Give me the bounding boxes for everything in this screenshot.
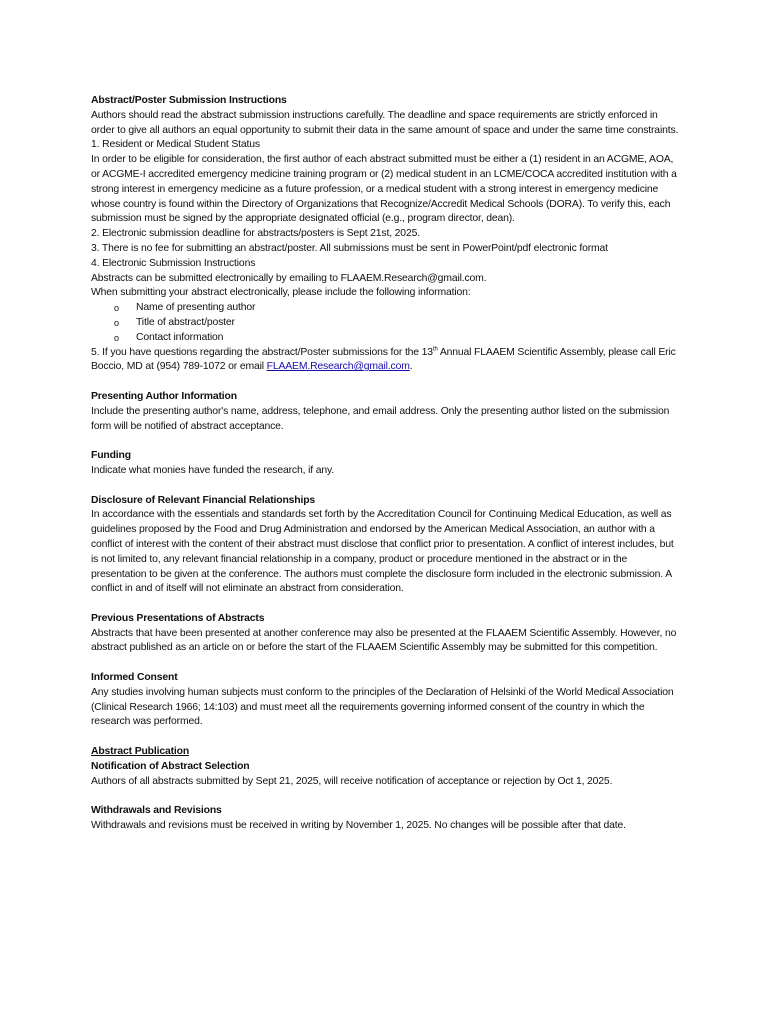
spacer: [91, 375, 683, 390]
withdrawals-heading: Withdrawals and Revisions: [91, 805, 222, 817]
notification-heading: Notification of Abstract Selection: [91, 760, 250, 772]
bullet-icon: o: [114, 317, 119, 328]
bullet-icon: o: [114, 303, 119, 314]
spacer: [91, 730, 683, 745]
item1-heading: 1. Resident or Medical Student Status: [91, 139, 260, 151]
presenting-author-heading: Presenting Author Information: [91, 390, 237, 402]
spacer: [91, 597, 683, 612]
document-title: Abstract/Poster Submission Instructions: [91, 95, 287, 106]
item5-superscript: th: [432, 346, 438, 353]
disclosure-heading: Disclosure of Relevant Financial Relationships: [91, 494, 316, 506]
spacer: [91, 656, 683, 671]
list-item: [91, 316, 683, 331]
list-item-label: Contact information: [136, 331, 224, 343]
item2-paragraph: 2. Electronic submission deadline for abstracts/posters is Sept 21st, 2025.: [91, 228, 420, 240]
document-page: [91, 94, 683, 834]
bullet-icon: o: [114, 332, 119, 343]
item3-paragraph: 3. There is no fee for submitting an abstract/poster. All submissions must be sent in PowerPoint/pdf electronic format: [91, 242, 608, 254]
item5-text-end: .: [409, 361, 413, 373]
abstract-publication-heading: Abstract Publication: [91, 746, 190, 758]
info-bullet-list: [91, 301, 683, 345]
spacer: [91, 479, 683, 494]
item4-heading: 4. Electronic Submission Instructions: [91, 257, 256, 269]
withdrawals-paragraph: Withdrawals and revisions must be received in writing by November 1, 2025. No changes will be possible after that date.: [91, 820, 626, 832]
item5-text-start: 5. If you have questions regarding the abstract/Poster submissions for the 13: [91, 346, 433, 358]
disclosure-paragraph: In accordance with the essentials and standards set forth by the Accreditation Council for Continuing Medical Education, as well as guidelines proposed by the Food and Drug Administration and endorsed by the American Medical Association, an author with a conflict of interest with the content of their abstract must disclose that conflict prior to presentation. A conflict of interest includes, but is not limited to, any relevant financial relationship in a company, product or procedure mentioned in the abstract or in the presentation to be given at the conference. The authors must complete the disclosure form included in the electronic submission. A conflict in and of itself will not eliminate an abstract from consideration.: [91, 509, 674, 595]
item5-paragraph: [91, 346, 683, 376]
previous-presentations-paragraph: Abstracts that have been presented at another conference may also be presented at the FLAAEM Scientific Assembly. However, no abstract published as an article on or before the start of the FLAAEM Scientific Assembly may be submitted for this competition.: [91, 627, 677, 654]
previous-presentations-heading: Previous Presentations of Abstracts: [91, 612, 265, 624]
spacer: [91, 789, 683, 804]
intro-paragraph: Authors should read the abstract submission instructions carefully. The deadline and space requirements are strictly enforced in order to give all authors an equal opportunity to submit their data in the same amount of space and under the same time constraints.: [91, 109, 679, 136]
spacer: [91, 434, 683, 449]
email-link[interactable]: FLAAEM.Research@gmail.com: [266, 361, 410, 373]
item4-email-paragraph: Abstracts can be submitted electronically by emailing to FLAAEM.Research@gmail.com.: [91, 272, 487, 284]
notification-paragraph: Authors of all abstracts submitted by Sept 21, 2025, will receive notification of acceptance or rejection by Oct 1, 2025.: [91, 775, 613, 787]
presenting-author-paragraph: Include the presenting author's name, address, telephone, and email address. Only the presenting author listed on the submission form will be notified of abstract acceptance.: [91, 405, 670, 432]
list-item-label: Title of abstract/poster: [136, 316, 235, 328]
funding-heading: Funding: [91, 450, 131, 462]
item1-paragraph: In order to be eligible for consideration, the first author of each abstract submitted must be either a (1) resident in an ACGME, AOA, or ACGME-I accredited emergency medicine training program or (2) medical student in an LCME/COCA accredited institution with a strong interest in emergency medicine as a future profession, or a medical student with a strong interest in emergency medicine whose country is found within the Directory of Organizations that Recognize/Accredit Medical Schools (DORA). To verify this, each submission must be signed by the appropriate designated official (e.g., program director, dean).: [91, 154, 677, 225]
item5-text-middle: Annual FLAAEM Scientific Assembly, please call Eric Boccio, MD at (954) 789-1072 or email: [91, 346, 676, 373]
list-item: [91, 331, 683, 346]
informed-consent-heading: Informed Consent: [91, 672, 178, 684]
list-item: [91, 301, 683, 316]
item4-include-paragraph: When submitting your abstract electronically, please include the following information:: [91, 287, 471, 299]
informed-consent-paragraph: Any studies involving human subjects must conform to the principles of the Declaration of Helsinki of the World Medical Association (Clinical Research 1966; 14:103) and must meet all the requirements governing informed consent of the country in which the research was performed.: [91, 686, 674, 728]
list-item-label: Name of presenting author: [136, 302, 256, 314]
funding-paragraph: Indicate what monies have funded the research, if any.: [91, 464, 334, 476]
